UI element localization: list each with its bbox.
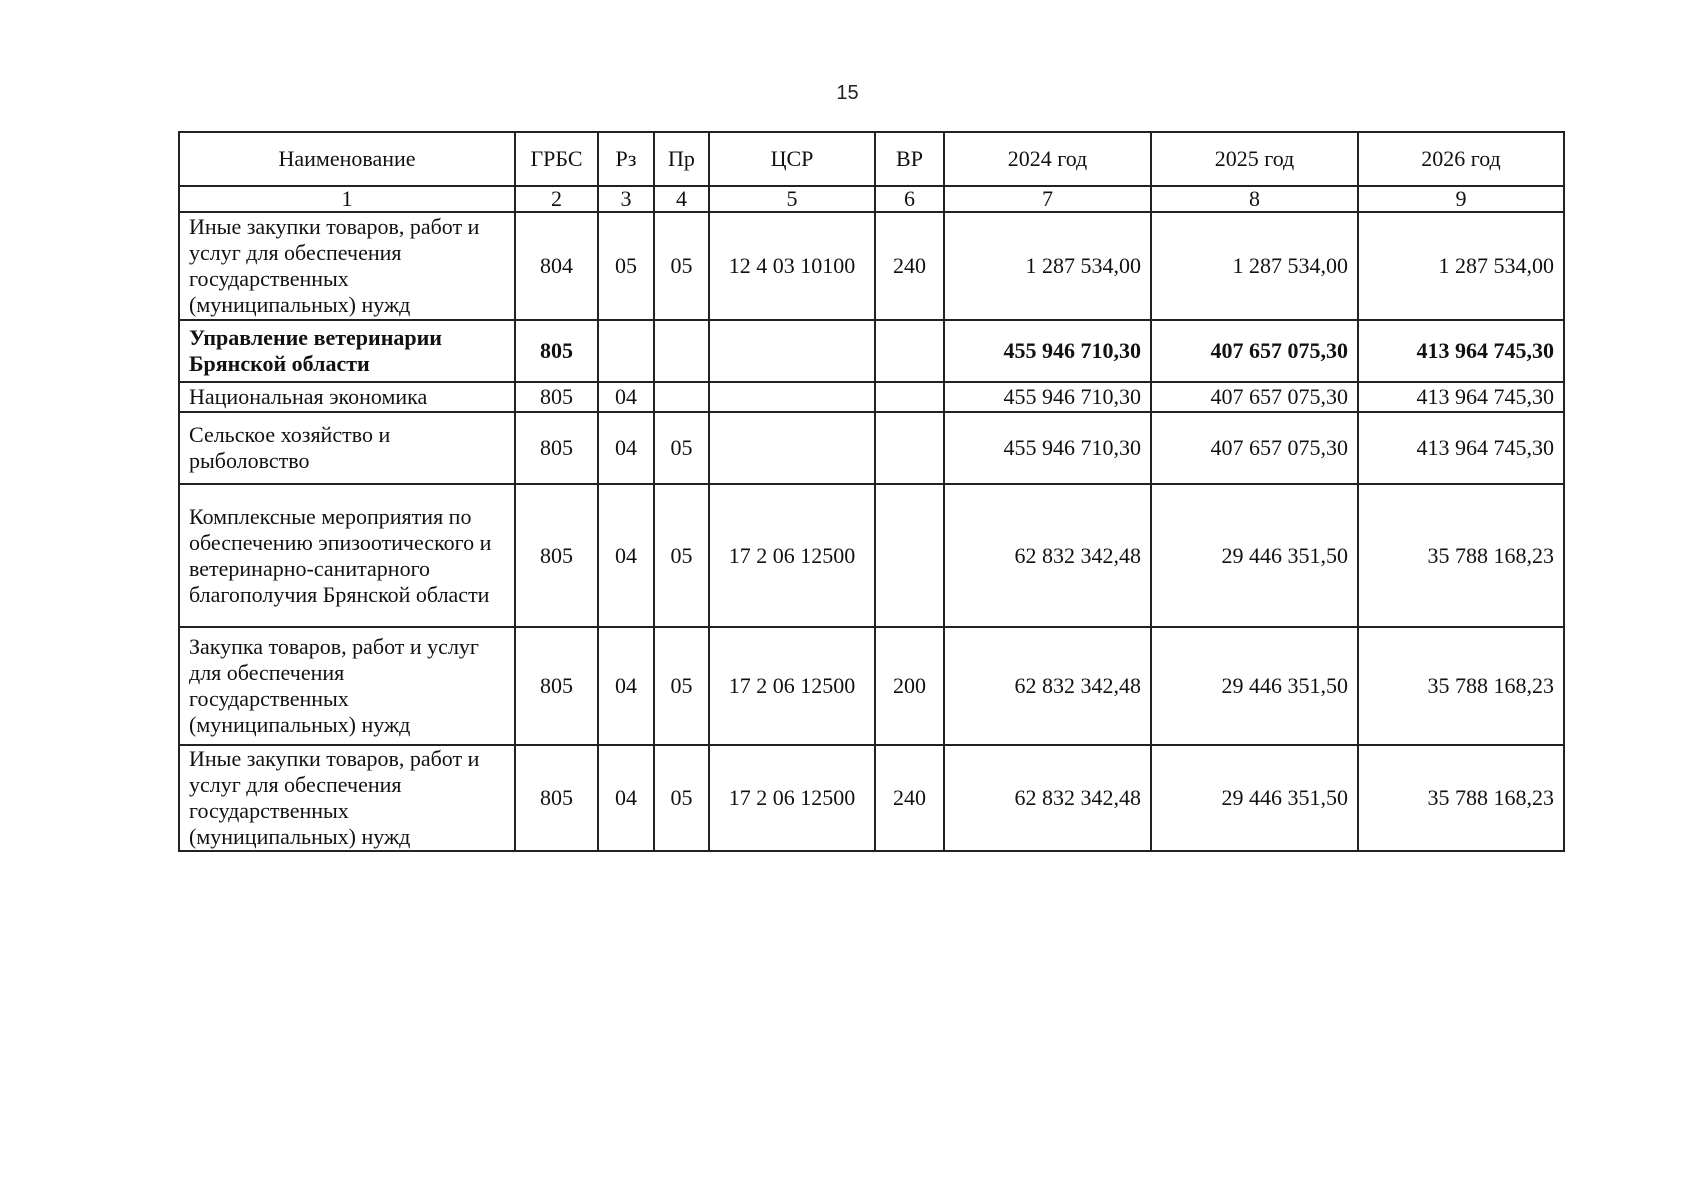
row-csr: 12 4 03 10100 (709, 212, 875, 320)
row-grbs: 805 (515, 627, 598, 745)
column-number: 7 (944, 186, 1151, 212)
header-2024: 2024 год (944, 132, 1151, 186)
row-amount-2025: 407 657 075,30 (1151, 412, 1358, 484)
row-amount-2025: 1 287 534,00 (1151, 212, 1358, 320)
row-name: Иные закупки товаров, работ и услуг для обеспечения государственных (муниципальных) нужд (179, 212, 515, 320)
row-amount-2026: 35 788 168,23 (1358, 627, 1564, 745)
row-name: Сельское хозяйство и рыболовство (179, 412, 515, 484)
row-vr: 200 (875, 627, 944, 745)
row-csr: 17 2 06 12500 (709, 484, 875, 627)
row-grbs: 805 (515, 745, 598, 851)
row-amount-2024: 1 287 534,00 (944, 212, 1151, 320)
row-name: Управление ветеринарии Брянской области (179, 320, 515, 382)
header-name: Наименование (179, 132, 515, 186)
row-csr: 17 2 06 12500 (709, 745, 875, 851)
row-csr (709, 412, 875, 484)
table-row (179, 382, 1564, 412)
row-amount-2026: 413 964 745,30 (1358, 320, 1564, 382)
row-amount-2026: 1 287 534,00 (1358, 212, 1564, 320)
column-number: 9 (1358, 186, 1564, 212)
header-vr: ВР (875, 132, 944, 186)
row-grbs: 804 (515, 212, 598, 320)
row-rz: 04 (598, 745, 654, 851)
row-amount-2026: 413 964 745,30 (1358, 382, 1564, 412)
table-row (179, 627, 1564, 745)
row-amount-2025: 29 446 351,50 (1151, 484, 1358, 627)
column-number: 2 (515, 186, 598, 212)
row-amount-2024: 62 832 342,48 (944, 745, 1151, 851)
row-rz (598, 320, 654, 382)
row-rz: 05 (598, 212, 654, 320)
row-vr (875, 484, 944, 627)
row-pr: 05 (654, 627, 709, 745)
column-number: 5 (709, 186, 875, 212)
row-amount-2026: 413 964 745,30 (1358, 412, 1564, 484)
page-number: 15 (836, 82, 859, 104)
row-vr: 240 (875, 212, 944, 320)
header-2025: 2025 год (1151, 132, 1358, 186)
row-vr (875, 382, 944, 412)
header-csr: ЦСР (709, 132, 875, 186)
row-csr (709, 320, 875, 382)
row-grbs: 805 (515, 484, 598, 627)
row-csr (709, 382, 875, 412)
header-row (179, 132, 1564, 186)
row-name: Национальная экономика (179, 382, 515, 412)
row-pr: 05 (654, 412, 709, 484)
row-amount-2026: 35 788 168,23 (1358, 484, 1564, 627)
column-number: 6 (875, 186, 944, 212)
row-vr: 240 (875, 745, 944, 851)
row-pr (654, 320, 709, 382)
row-amount-2024: 62 832 342,48 (944, 627, 1151, 745)
row-amount-2024: 455 946 710,30 (944, 382, 1151, 412)
row-name: Закупка товаров, работ и услуг для обеспечения государственных (муниципальных) нужд (179, 627, 515, 745)
row-vr (875, 320, 944, 382)
header-2026: 2026 год (1358, 132, 1564, 186)
column-number: 3 (598, 186, 654, 212)
row-grbs: 805 (515, 382, 598, 412)
row-name: Иные закупки товаров, работ и услуг для обеспечения государственных (муниципальных) нужд (179, 745, 515, 851)
row-grbs: 805 (515, 412, 598, 484)
column-number: 4 (654, 186, 709, 212)
row-amount-2025: 29 446 351,50 (1151, 627, 1358, 745)
row-amount-2024: 62 832 342,48 (944, 484, 1151, 627)
column-number-row (179, 186, 1564, 212)
table-row (179, 212, 1564, 320)
header-pr: Пр (654, 132, 709, 186)
row-rz: 04 (598, 484, 654, 627)
row-amount-2025: 407 657 075,30 (1151, 382, 1358, 412)
row-rz: 04 (598, 382, 654, 412)
row-vr (875, 412, 944, 484)
header-grbs: ГРБС (515, 132, 598, 186)
row-csr: 17 2 06 12500 (709, 627, 875, 745)
row-grbs: 805 (515, 320, 598, 382)
row-name: Комплексные мероприятия по обеспечению эпизоотического и ветеринарно-санитарного благополучия Брянской области (179, 484, 515, 627)
table-row (179, 745, 1564, 851)
row-pr: 05 (654, 212, 709, 320)
row-amount-2025: 407 657 075,30 (1151, 320, 1358, 382)
row-pr: 05 (654, 484, 709, 627)
column-number: 1 (179, 186, 515, 212)
row-amount-2024: 455 946 710,30 (944, 412, 1151, 484)
row-pr: 05 (654, 745, 709, 851)
row-rz: 04 (598, 412, 654, 484)
column-number: 8 (1151, 186, 1358, 212)
budget-table (178, 131, 1565, 852)
row-amount-2026: 35 788 168,23 (1358, 745, 1564, 851)
table-row (179, 412, 1564, 484)
table-row (179, 484, 1564, 627)
row-rz: 04 (598, 627, 654, 745)
header-rz: Рз (598, 132, 654, 186)
row-amount-2024: 455 946 710,30 (944, 320, 1151, 382)
row-pr (654, 382, 709, 412)
table-row (179, 320, 1564, 382)
row-amount-2025: 29 446 351,50 (1151, 745, 1358, 851)
